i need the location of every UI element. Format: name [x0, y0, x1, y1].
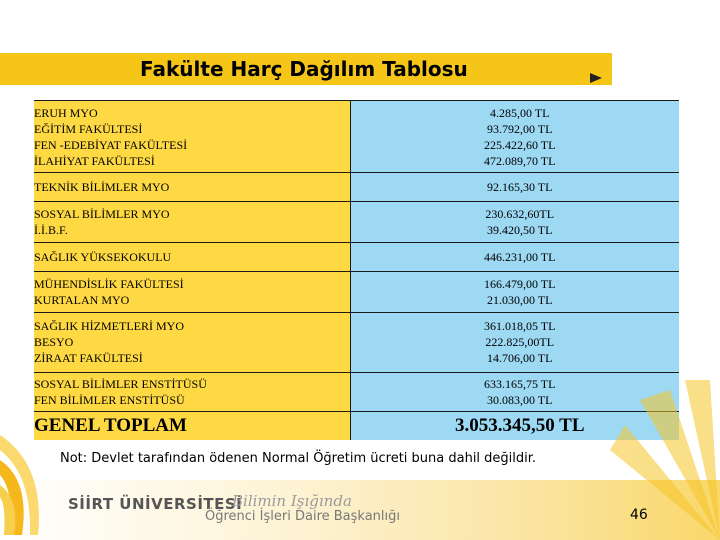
unit-name: TEKNİK BİLİMLER MYO — [34, 179, 170, 194]
amount-value: 4.285,00 TL — [490, 105, 550, 120]
amount-value: 166.479,00 TL — [484, 276, 556, 291]
amount-cell — [350, 101, 679, 173]
total-label: GENEL TOPLAM — [34, 411, 350, 440]
unit-cell — [34, 312, 350, 372]
unit-name: SAĞLIK YÜKSEKOKULU — [34, 249, 172, 264]
table-row — [34, 101, 679, 173]
amount-value: 230.632,60TL — [485, 206, 555, 221]
unit-name: SOSYAL BİLİMLER MYO — [34, 206, 170, 221]
unit-name: ZİRAAT FAKÜLTESİ — [34, 351, 143, 366]
table-row — [34, 271, 679, 312]
amount-cell — [350, 271, 679, 312]
unit-name: SOSYAL BİLİMLER ENSTİTÜSÜ — [34, 376, 207, 391]
unit-name: FEN -EDEBİYAT FAKÜLTESİ — [34, 137, 188, 152]
total-amount: 3.053.345,50 TL — [350, 411, 679, 440]
unit-name: EĞİTİM FAKÜLTESİ — [34, 121, 143, 136]
amount-cell — [350, 242, 679, 271]
slide-title: Fakülte Harç Dağılım Tablosu — [140, 57, 468, 81]
amount-value: 361.018,05 TL — [484, 319, 556, 334]
university-slogan: Bilimin Işığında — [232, 492, 352, 510]
fee-distribution-table — [34, 100, 679, 440]
unit-name: FEN BİLİMLER ENSTİTÜSÜ — [34, 392, 185, 407]
amount-cell — [350, 312, 679, 372]
amount-value: 93.792,00 TL — [487, 121, 553, 136]
university-sun-logo-icon — [0, 425, 60, 535]
page-number: 46 — [630, 507, 648, 523]
amount-value: 446.231,00 TL — [484, 249, 556, 264]
office-name: Öğrenci İşleri Daire Başkanlığı — [205, 509, 401, 524]
arrow-right-icon — [590, 73, 602, 83]
amount-value: 225.422,60 TL — [484, 137, 556, 152]
unit-cell — [34, 201, 350, 242]
amount-cell — [350, 201, 679, 242]
amount-value: 30.083,00 TL — [487, 392, 553, 407]
amount-value: 92.165,30 TL — [487, 179, 553, 194]
amount-value: 14.706,00 TL — [487, 351, 553, 366]
unit-name: İ.İ.B.F. — [34, 222, 68, 237]
unit-name: ERUH MYO — [34, 105, 98, 120]
footnote: Not: Devlet tarafından ödenen Normal Öğretim ücreti buna dahil değildir. — [60, 451, 537, 466]
table-row — [34, 242, 679, 271]
amount-value: 39.420,50 TL — [487, 222, 553, 237]
amount-value: 472.089,70 TL — [484, 153, 556, 168]
table-row — [34, 312, 679, 372]
unit-name: SAĞLIK HİZMETLERİ MYO — [34, 319, 184, 334]
unit-cell — [34, 372, 350, 411]
unit-name: BESYO — [34, 335, 74, 350]
university-brand: SİİRT ÜNİVERSİTESİ — [68, 495, 243, 513]
unit-cell — [34, 242, 350, 271]
sun-rays-decoration-icon — [600, 380, 720, 540]
unit-cell — [34, 173, 350, 202]
table-row — [34, 173, 679, 202]
unit-name: MÜHENDİSLİK FAKÜLTESİ — [34, 276, 184, 291]
amount-value: 633.165,75 TL — [484, 376, 556, 391]
amount-cell — [350, 173, 679, 202]
unit-name: İLAHİYAT FAKÜLTESİ — [34, 153, 155, 168]
table-row — [34, 372, 679, 411]
unit-name: KURTALAN MYO — [34, 292, 130, 307]
amount-value: 222.825,00TL — [485, 335, 555, 350]
unit-cell — [34, 271, 350, 312]
total-row — [34, 411, 679, 440]
unit-cell — [34, 101, 350, 173]
amount-value: 21.030,00 TL — [487, 292, 553, 307]
table-row — [34, 201, 679, 242]
